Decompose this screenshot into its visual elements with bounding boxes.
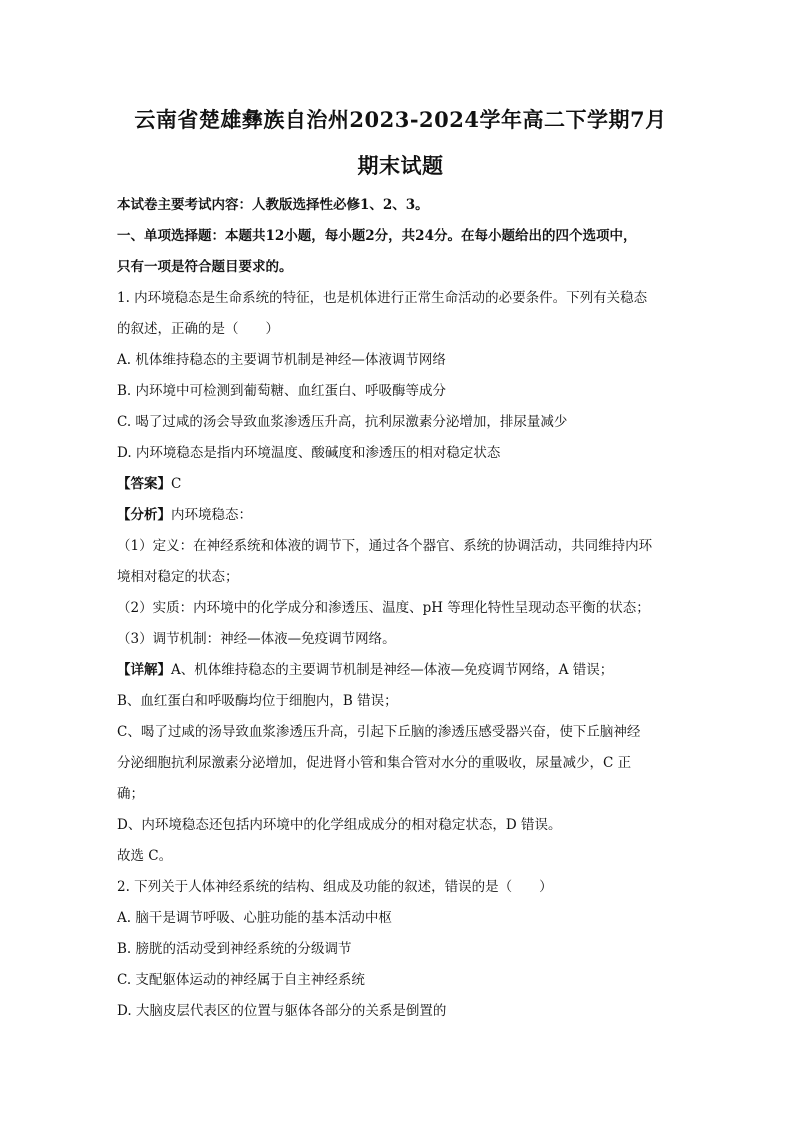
section-1-heading-line-1: 一、单项选择题：本题共12小题，每小题2分，共24分。在每小题给出的四个选项中， (117, 228, 637, 244)
answer-tag: 【答案】 (117, 476, 171, 492)
question-2-stem: 2. 下列关于人体神经系统的结构、组成及功能的叙述，错误的是（ ） (117, 879, 553, 895)
analysis-line: （2）实质：内环境中的化学成分和渗透压、温度、pH 等理化特性呈现动态平衡的状态； (117, 600, 650, 616)
document-title-line-1: 云南省楚雄彝族自治州2023-2024学年高二下学期7月 (134, 107, 667, 132)
scope-note: 本试卷主要考试内容：人教版选择性必修1、2、3。 (117, 197, 429, 213)
question-1-answer (117, 469, 684, 500)
section-1-heading-line-2: 只有一项是符合题目要求的。 (117, 259, 293, 275)
detail-tag: 【详解】 (117, 662, 171, 678)
question-1-option-c: C. 喝了过咸的汤会导致血浆渗透压升高，抗利尿激素分泌增加，排尿量减少 (117, 414, 568, 430)
question-1-stem-line-2: 的叙述，正确的是（ ） (117, 321, 279, 337)
analysis-line: （1）定义：在神经系统和体液的调节下，通过各个器官、系统的协调活动，共同维持内环 (117, 538, 653, 554)
question-2-option-b: B. 膀胱的活动受到神经系统的分级调节 (117, 941, 352, 957)
detail-line: B、血红蛋白和呼吸酶均位于细胞内，B 错误； (117, 693, 398, 709)
question-1-detail (117, 655, 684, 686)
detail-line: D、内环境稳态还包括内环境中的化学组成成分的相对稳定状态，D 错误。 (117, 817, 562, 833)
analysis-line: 境相对稳定的状态； (117, 569, 239, 585)
analysis-line: （3）调节机制：神经—体液—免疫调节网络。 (117, 631, 396, 647)
detail-line: 确； (117, 786, 144, 802)
analysis-text: 内环境稳态： (171, 507, 252, 523)
question-2-option-d: D. 大脑皮层代表区的位置与躯体各部分的关系是倒置的 (117, 1003, 447, 1019)
detail-text: A、机体维持稳态的主要调节机制是神经—体液—免疫调节网络，A 错误； (171, 662, 614, 678)
analysis-tag: 【分析】 (117, 507, 171, 523)
detail-conclusion: 故选 C。 (117, 848, 173, 864)
question-1-option-d: D. 内环境稳态是指内环境温度、酸碱度和渗透压的相对稳定状态 (117, 445, 501, 461)
question-2-option-a: A. 脑干是调节呼吸、心脏功能的基本活动中枢 (117, 910, 392, 926)
question-2 (117, 872, 684, 1027)
document-title-line-2: 期末试题 (357, 153, 444, 178)
question-1-stem-line-1: 1. 内环境稳态是生命系统的特征，也是机体进行正常生命活动的必要条件。下列有关稳态 (117, 290, 648, 306)
question-1-option-b: B. 内环境中可检测到葡萄糖、血红蛋白、呼吸酶等成分 (117, 383, 447, 399)
detail-line: 分泌细胞抗利尿激素分泌增加，促进肾小管和集合管对水分的重吸收，尿量减少，C 正 (117, 755, 632, 771)
question-2-option-c: C. 支配躯体运动的神经属于自主神经系统 (117, 972, 365, 988)
answer-value: C (171, 476, 182, 492)
question-1-analysis (117, 500, 684, 531)
detail-line: C、喝了过咸的汤导致血浆渗透压升高，引起下丘脑的渗透压感受器兴奋，使下丘脑神经 (117, 724, 641, 740)
question-1 (117, 283, 684, 872)
question-1-option-a: A. 机体维持稳态的主要调节机制是神经—体液调节网络 (117, 352, 446, 368)
